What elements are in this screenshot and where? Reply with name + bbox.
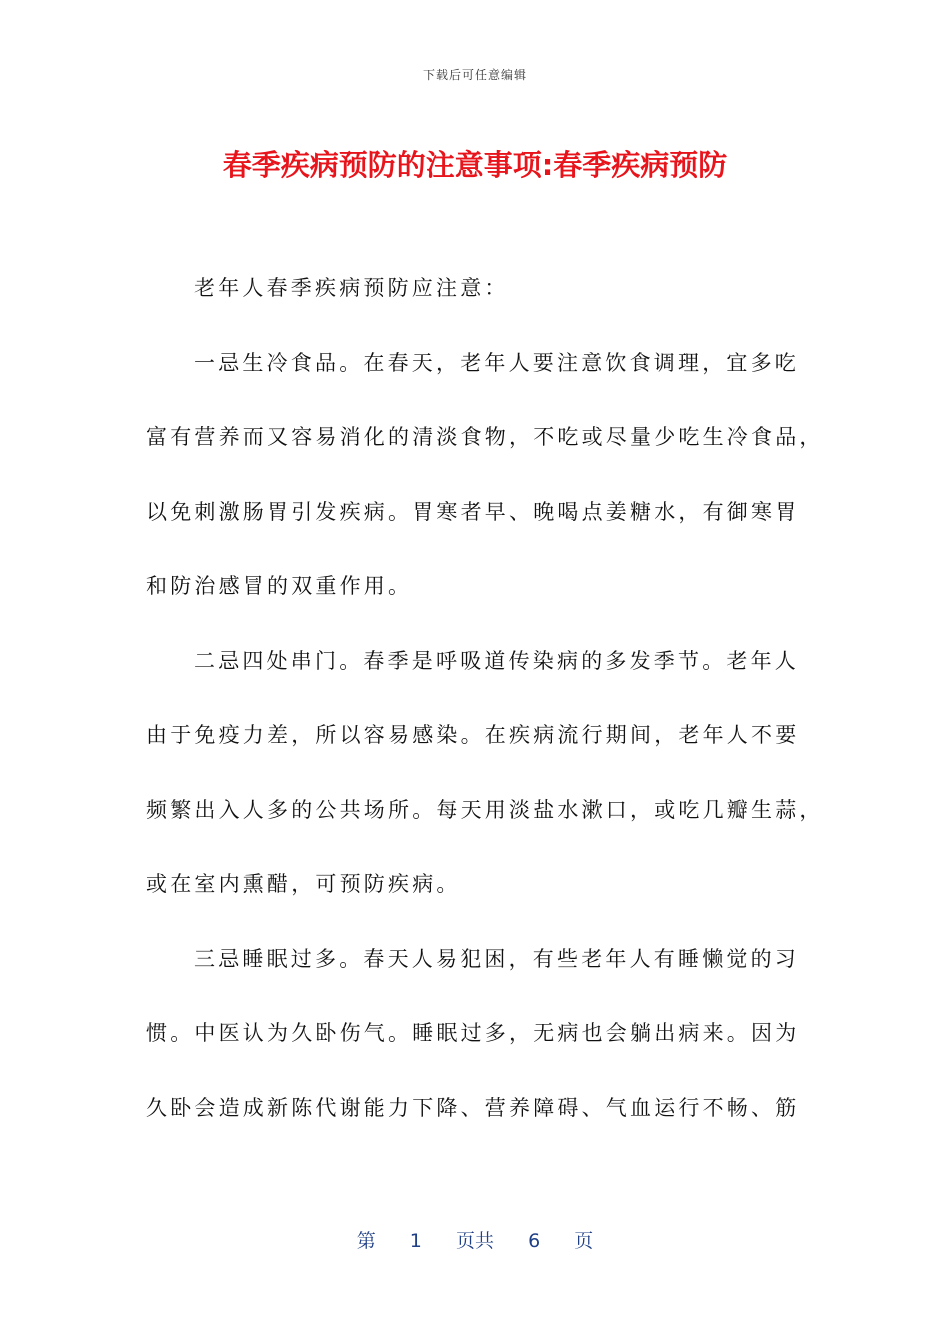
- page-footer: [0, 1226, 950, 1253]
- paragraph-line: 富有营养而又容易消化的清淡食物，不吃或尽量少吃生冷食品，: [146, 425, 824, 449]
- paragraph-line: 以免刺激肠胃引发疾病。胃寒者早、晚喝点姜糖水，有御寒胃: [146, 499, 800, 524]
- paragraph-line: 由于免疫力差，所以容易感染。在疾病流行期间，老年人不要: [146, 723, 800, 747]
- document-body: [146, 268, 824, 1162]
- page-current: 1: [409, 1230, 422, 1252]
- paragraph-line: 久卧会造成新陈代谢能力下降、营养障碍、气血运行不畅、筋: [146, 1095, 800, 1120]
- paragraph-line: 二忌四处串门。春季是呼吸道传染病的多发季节。老年人: [194, 648, 799, 673]
- page-label-prefix: 第: [356, 1230, 376, 1252]
- paragraph-line: 惯。中医认为久卧伤气。睡眠过多，无病也会躺出病来。因为: [146, 1021, 800, 1045]
- paragraph-line: 和防治感冒的双重作用。: [146, 574, 413, 598]
- page-label-mid: 页共: [455, 1230, 494, 1252]
- header-note: 下载后可任意编辑: [422, 68, 527, 82]
- paragraph-line: 或在室内熏醋，可预防疾病。: [146, 872, 461, 896]
- paragraph-line: 老年人春季疾病预防应注意：: [194, 276, 509, 300]
- paragraph-line: 三忌睡眠过多。春天人易犯困，有些老年人有睡懒觉的习: [194, 946, 799, 971]
- page-total: 6: [528, 1230, 541, 1252]
- paragraph-line: 频繁出入人多的公共场所。每天用淡盐水漱口，或吃几瓣生蒜，: [146, 797, 824, 822]
- paragraph-line: 一忌生冷食品。在春天，老年人要注意饮食调理，宜多吃: [194, 350, 799, 375]
- document-title: 春季疾病预防的注意事项:春季疾病预防: [222, 148, 728, 182]
- page-label-suffix: 页: [574, 1230, 594, 1252]
